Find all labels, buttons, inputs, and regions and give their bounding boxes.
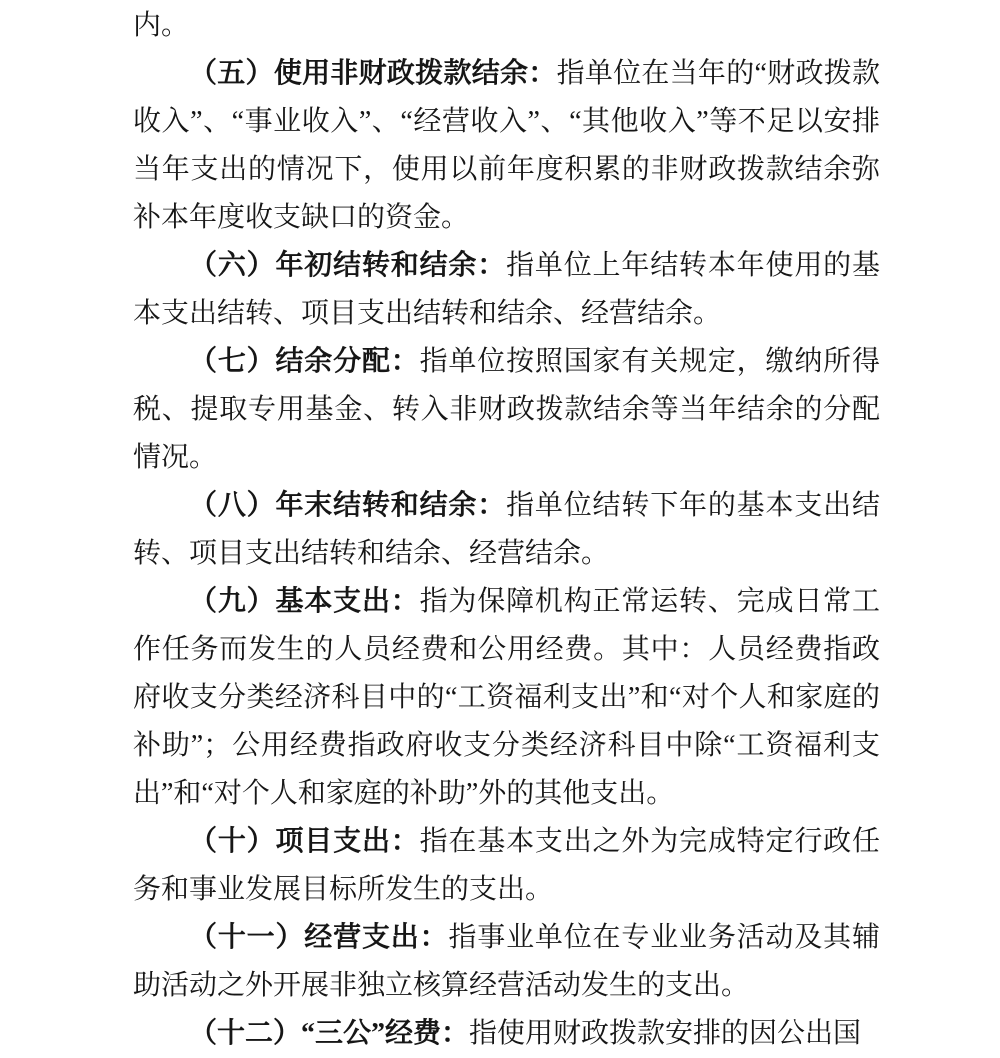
definition-text: 指在基本支出之外为完成特定行政任务和事业发展目标所发生的支出。 [133,826,880,905]
definition-text: 指单位在当年的“财政拨款收入”、“事业收入”、“经营收入”、“其他收入”等不足以安排当年支出的情况下，使用以前年度积累的非财政拨款结余弥补本年度收支缺口的资金。 [133,58,880,233]
term-label: （六）年初结转和结余： [189,250,507,281]
definition-paragraph [133,818,880,914]
definition-paragraph [133,338,880,482]
term-label: （十）项目支出： [189,826,420,857]
definition-paragraph [133,578,880,818]
definition-text: 指事业单位在专业业务活动及其辅助活动之外开展非独立核算经营活动发生的支出。 [133,922,880,1001]
definition-text: 指单位上年结转本年使用的基本支出结转、项目支出结转和结余、经营结余。 [133,250,880,329]
term-label: （八）年末结转和结余： [189,490,507,521]
definition-text: 指单位结转下年的基本支出结转、项目支出结转和结余、经营结余。 [133,490,880,569]
term-label: （九）基本支出： [189,586,420,617]
definition-paragraph-list [133,50,880,1058]
term-label: （五）使用非财政拨款结余： [189,58,557,89]
term-label: （十一）经营支出： [189,922,449,953]
definition-paragraph [133,50,880,242]
definition-paragraph [133,914,880,1010]
definition-text: 指使用财政拨款安排的因公出国 [469,1018,862,1049]
definition-text: 指为保障机构正常运转、完成日常工作任务而发生的人员经费和公用经费。其中：人员经费指政府收支分类经济科目中的“工资福利支出”和“对个人和家庭的补助”；公用经费指政府收支分类经济科目中除“工资福利支出”和“对个人和家庭的补助”外的其他支出。 [133,586,880,809]
term-label: （十二）“三公”经费： [189,1018,470,1049]
definition-paragraph [133,1010,880,1058]
definition-paragraph [133,482,880,578]
definition-text: 指单位按照国家有关规定，缴纳所得税、提取专用基金、转入非财政拨款结余等当年结余的分配情况。 [133,346,880,473]
document-text-block [133,2,880,1058]
paragraph-continuation: 内。 [133,10,190,41]
term-label: （七）结余分配： [189,346,420,377]
definition-paragraph [133,242,880,338]
